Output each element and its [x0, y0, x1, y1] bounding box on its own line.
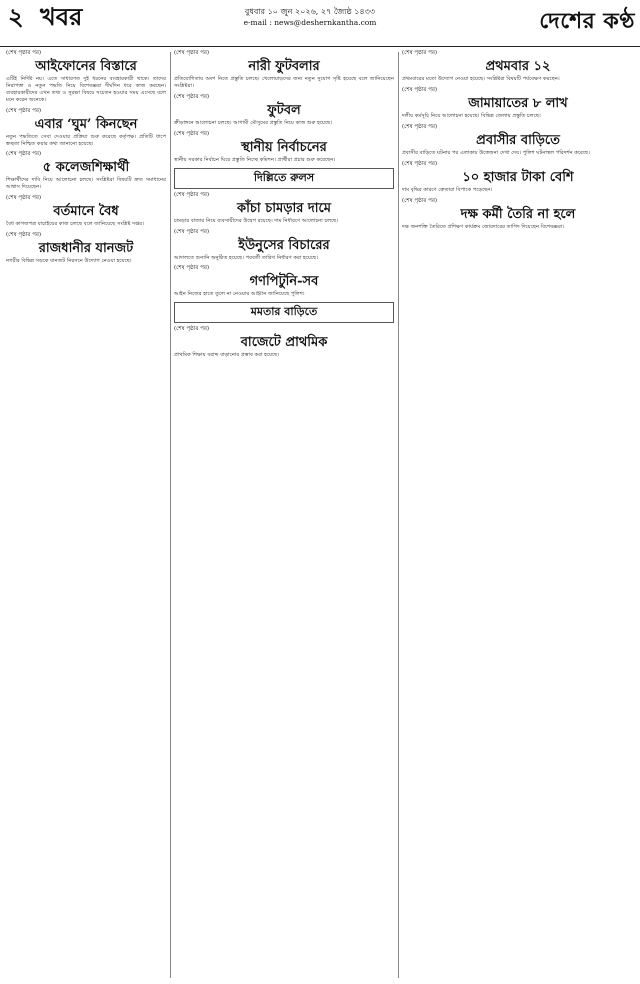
continuation-note: (শেষ পৃষ্ঠার পর)	[402, 123, 438, 130]
story-body: চামড়ার বাজার নিয়ে ব্যবসায়ীদের উদ্বেগ রয়েছে। দাম নির্ধারণে আলোচনা চলছে।	[174, 217, 339, 224]
continuation-note: (শেষ পৃষ্ঠার পর)	[174, 50, 210, 56]
story	[6, 50, 166, 104]
story	[174, 229, 394, 262]
story-body: নগরীর বিভিন্ন সড়কে যানজট নিরসনে উদ্যোগ নেওয়া হয়েছে।	[6, 258, 132, 265]
story-headline: স্থানীয় নির্বাচনের	[241, 139, 327, 155]
story-body: প্রতিযোগিতায় অংশ নিতে প্রস্তুতি চলছে। খেলোয়াড়দের জন্য নতুন সুযোগ সৃষ্টি হয়েছে বলে জানিয়েছেন সংশ্লিষ্টরা।	[174, 76, 394, 89]
story-headline: ইউনুসের বিচারের	[238, 237, 330, 253]
continuation-note: (শেষ পৃষ্ঠার পর)	[6, 232, 42, 239]
story	[174, 326, 394, 359]
continuation-note: (শেষ পৃষ্ঠার পর)	[174, 93, 210, 100]
story-headline: কাঁচা চামড়ার দামে	[237, 200, 331, 216]
story	[402, 87, 634, 120]
box-headline: মমতার বাড়িতে	[250, 305, 318, 319]
continuation-note: (শেষ পৃষ্ঠার পর)	[174, 265, 210, 272]
story-body: দক্ষ জনশক্তি তৈরিতে প্রশিক্ষণ কার্যক্রম জোরদারের তাগিদ দিয়েছেন বিশেষজ্ঞরা।	[402, 223, 565, 230]
column-rule	[398, 52, 399, 978]
story-headline: আইফোনের বিস্তারে	[35, 59, 137, 74]
continuation-note: (শেষ পৃষ্ঠার পর)	[402, 197, 438, 204]
story	[6, 232, 166, 265]
dateline: বুধবার ১০ জুন ২০২৬, ২৭ জ্যৈষ্ঠ ১৪৩৩	[244, 7, 376, 16]
story-body: শিক্ষার্থীদের দাবি নিয়ে আলোচনা চলছে। সংশ্লিষ্টরা বিষয়টি দ্রুত সমাধানের আশ্বাস দিয়েছেন।	[6, 177, 166, 191]
middle-left-column	[174, 50, 394, 980]
story-body: বৈধ কাগজপত্র যাচাইয়ের কাজ চলছে বলে জানিয়েছে সংশ্লিষ্ট দপ্তর।	[6, 221, 145, 228]
boxed-story	[174, 168, 394, 189]
continuation-note: (শেষ পৃষ্ঠার পর)	[174, 191, 210, 198]
right-column	[402, 50, 634, 980]
story-headline: ৫ কলেজশিক্ষার্থী	[42, 160, 130, 176]
masthead	[0, 0, 640, 47]
continuation-note: (শেষ পৃষ্ঠার পর)	[402, 86, 438, 93]
story	[402, 161, 634, 194]
story-headline: প্রবাসীর বাড়িতে	[476, 132, 560, 148]
story-body: আদালতে শুনানি অনুষ্ঠিত হয়েছে। পরবর্তী তারিখ নির্ধারণ করা হয়েছে।	[174, 254, 318, 261]
section-name: খবর	[40, 2, 83, 31]
column-rule	[170, 52, 171, 978]
story-body: নতুন পদ্ধতিতে সেবা দেওয়ার প্রক্রিয়া শুরু করেছে কর্তৃপক্ষ। প্রতিটি ধাপে স্বচ্ছতা নিশ্চিত করার কথা জানানো হয়েছে।	[6, 133, 166, 147]
story-body: ক্রীড়াঙ্গনে আলোচনা চলছে। আগামী মৌসুমের প্রস্তুতি নিয়ে কাজ শুরু হয়েছে।	[174, 119, 333, 126]
story-headline: ফুটবল	[267, 102, 301, 118]
story-body: স্থানীয় সরকার নির্বাচন ঘিরে প্রস্তুতি নিচ্ছে কমিশন। প্রার্থীরা প্রচার শুরু করেছেন।	[174, 156, 336, 163]
story	[174, 50, 394, 90]
story-headline: রাজধানীর যানজট	[38, 241, 134, 257]
story-body: প্রবাসীর বাড়িতে ঘটনার পর এলাকায় উত্তেজনা দেখা দেয়। পুলিশ ঘটনাস্থল পরিদর্শন করেছে।	[402, 149, 590, 156]
continuation-note: (শেষ পৃষ্ঠার পর)	[6, 195, 42, 202]
story	[402, 50, 634, 83]
story-body: প্রথমবারের মতো উদ্যোগ নেওয়া হয়েছে। সংশ্লিষ্টরা বিষয়টি পর্যবেক্ষণ করছেন।	[402, 76, 560, 82]
story-headline: প্রথমবার ১২	[485, 59, 551, 74]
story	[174, 94, 394, 127]
continuation-note: (শেষ পৃষ্ঠার পর)	[402, 50, 438, 56]
story-headline: গণপিটুনি-সব	[249, 274, 319, 290]
story-body: দাম বৃদ্ধির কারণে ক্রেতারা বিপাকে পড়েছেন।	[402, 186, 493, 193]
story-body: আইন নিজের হাতে তুলে না নেওয়ার আহ্বান জানিয়েছে পুলিশ।	[174, 291, 305, 298]
box-headline: দিল্লিতে রুলস	[253, 170, 315, 184]
email-line: e-mail : news@deshernkantha.com	[243, 18, 377, 27]
story	[174, 192, 394, 225]
continuation-note: (শেষ পৃষ্ঠার পর)	[174, 326, 210, 333]
story-body: এটিই নির্দিষ্ট নয়। এতে সাধারণত দুই ধরনের ব্যবহারকারী থাকে। তাদের নিরাপত্তা ও নতুন পদ্ধতি নিয়ে বিশেষজ্ঞরা দীর্ঘদিন ধরে কাজ করছেন। ব্যবহারকারীদের এখন তথ্য ও সুরক্ষা বিষয়ে সচেতন হওয়ার সময় এসেছে বলে মনে করেন অনেকে।	[6, 76, 166, 103]
page-number: ২	[8, 2, 24, 31]
story-headline: বর্তমানে বৈধ	[53, 204, 119, 220]
story	[174, 265, 394, 298]
continuation-note: (শেষ পৃষ্ঠার পর)	[6, 151, 42, 158]
story-headline: বাজেটে প্রাথমিক	[240, 335, 328, 351]
story	[174, 131, 394, 164]
story-body: দলীয় কর্মসূচি নিয়ে আলোচনা হয়েছে। বিভিন্ন জেলায় প্রস্তুতি চলছে।	[402, 112, 541, 119]
story-headline: নারী ফুটবলার	[248, 59, 320, 74]
continuation-note: (শেষ পৃষ্ঠার পর)	[6, 107, 42, 114]
story	[402, 124, 634, 157]
story	[6, 151, 166, 191]
left-column	[6, 50, 166, 980]
continuation-note: (শেষ পৃষ্ঠার পর)	[174, 130, 210, 137]
story-body: প্রাথমিক শিক্ষায় বরাদ্দ বাড়ানোর প্রস্তাব করা হয়েছে।	[174, 352, 280, 359]
continuation-note: (শেষ পৃষ্ঠার পর)	[6, 50, 42, 56]
continuation-note: (শেষ পৃষ্ঠার পর)	[174, 228, 210, 235]
newspaper-logo: দেশের কণ্ঠ	[539, 8, 635, 34]
story-headline: দক্ষ কর্মী তৈরি না হলে	[460, 206, 576, 222]
story	[6, 108, 166, 148]
boxed-story	[174, 302, 394, 323]
story	[402, 198, 634, 231]
continuation-note: (শেষ পৃষ্ঠার পর)	[402, 160, 438, 167]
story-headline: ১০ হাজার টাকা বেশি	[462, 169, 574, 185]
story-headline: এবার ‘ঘুম’ কিনছেন	[34, 116, 138, 132]
story	[6, 195, 166, 228]
story-headline: জামায়াতের ৮ লাখ	[468, 95, 568, 111]
